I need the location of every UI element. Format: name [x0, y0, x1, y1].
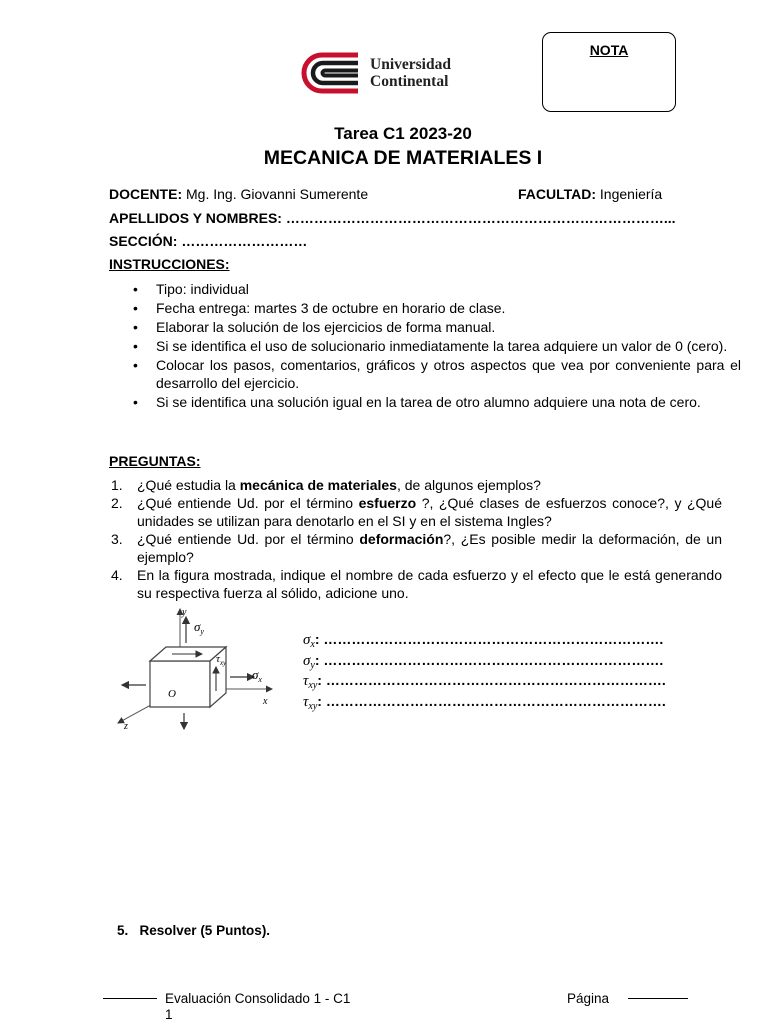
- legend-subscript: xy: [308, 700, 318, 712]
- seccion-row[interactable]: [109, 233, 307, 249]
- cube-front-face: [150, 661, 210, 707]
- answer-blank[interactable]: : ……………………………………………………………….: [314, 631, 664, 647]
- stress-element-figure: [112, 605, 278, 733]
- seccion-blank[interactable]: ………………………: [177, 233, 308, 249]
- question-3: [111, 530, 723, 566]
- docente-row: [109, 186, 368, 202]
- stress-legend: [303, 629, 666, 711]
- question-text: Resolver (5 Puntos).: [139, 923, 271, 938]
- questions-list: [109, 476, 722, 602]
- docente-value: Mg. Ing. Giovanni Sumerente: [182, 186, 369, 202]
- grade-box[interactable]: [542, 32, 676, 112]
- list-item: • Elaborar la solución de los ejercicios de forma manual.: [156, 318, 741, 336]
- question-text: ?, ¿Es posible medir la deformación, de un ejemplo?: [137, 531, 723, 565]
- university-logo: [300, 52, 480, 94]
- x-axis-label: x: [263, 696, 268, 707]
- footer-rule-right: [628, 998, 688, 999]
- footer-page-label: Página: [567, 991, 610, 1006]
- facultad-label: FACULTAD:: [518, 186, 597, 202]
- facultad-row: [518, 186, 662, 202]
- sigma-x-label: $\sigma_x$: [252, 667, 262, 684]
- university-logo-icon: [300, 52, 362, 94]
- question-keyword: mecánica de materiales: [239, 477, 397, 493]
- legend-row-sigma-x[interactable]: [303, 629, 666, 650]
- legend-row-sigma-y[interactable]: [303, 650, 666, 671]
- answer-blank[interactable]: : ……………………………………………………………….: [317, 672, 666, 688]
- legend-subscript: xy: [308, 680, 318, 691]
- facultad-value: Ingeniería: [596, 186, 663, 202]
- apellidos-label: APELLIDOS Y NOMBRES:: [109, 210, 282, 226]
- answer-blank[interactable]: : ……………………………………………………………….: [317, 692, 666, 709]
- legend-symbol: σ: [303, 652, 311, 669]
- preguntas-heading: PREGUNTAS:: [109, 453, 201, 469]
- docente-label: DOCENTE:: [109, 186, 183, 202]
- question-1: [111, 476, 722, 494]
- footer-rule-left: [103, 998, 157, 999]
- instructions-list: [109, 280, 741, 412]
- legend-row-tau-xy[interactable]: [303, 670, 666, 691]
- list-item: • Tipo: individual: [156, 280, 741, 298]
- instrucciones-heading: INSTRUCCIONES:: [109, 256, 230, 272]
- y-axis-label: y: [182, 607, 187, 618]
- apellidos-row[interactable]: [109, 210, 676, 226]
- list-item: • Si se identifica el uso de solucionario inmediatamente la tarea adquiere un valor de 0 (cero).: [156, 337, 741, 355]
- question-text: ¿Qué entiende Ud. por el término: [137, 531, 360, 547]
- question-number: 5.: [117, 923, 129, 938]
- legend-subscript: x: [310, 639, 315, 650]
- question-2: [111, 494, 722, 530]
- question-text: , de algunos ejemplos?: [396, 477, 541, 493]
- legend-symbol: σ: [303, 632, 311, 648]
- course-title: MECANICA DE MATERIALES I: [263, 147, 543, 169]
- footer-page-number: 1: [165, 1007, 173, 1022]
- grade-label: NOTA: [589, 42, 629, 58]
- question-number: 1.: [111, 477, 123, 493]
- question-4: [111, 566, 722, 602]
- legend-symbol: τ: [303, 673, 309, 689]
- origin-label: O: [168, 688, 176, 700]
- question-number: 4.: [111, 567, 123, 583]
- logo-line-1: Universidad: [370, 56, 451, 73]
- assignment-title: Tarea C1 2023-20: [334, 124, 472, 143]
- question-keyword: esfuerzo: [358, 495, 417, 511]
- tau-xy-label: $\tau_{xy}$: [216, 653, 227, 667]
- answer-blank[interactable]: : ……………………………………………………………….: [314, 651, 664, 668]
- sigma-y-label: $\sigma_y$: [194, 619, 204, 636]
- question-text: En la figura mostrada, indique el nombre de cada esfuerzo y el efecto que le está generando su respectiva fuerza al sólido, adicione uno.: [137, 567, 722, 601]
- footer-title: Evaluación Consolidado 1 - C1: [165, 991, 351, 1006]
- question-keyword: deformación: [359, 531, 444, 547]
- seccion-label: SECCIÓN:: [109, 233, 178, 249]
- legend-subscript: y: [310, 659, 315, 671]
- logo-line-2: Continental: [370, 73, 449, 90]
- question-text: ¿Qué entiende Ud. por el término: [137, 495, 359, 511]
- z-axis-label: z: [124, 721, 128, 732]
- question-number: 2.: [111, 495, 123, 511]
- question-text: ?, ¿Qué clases de esfuerzos conoce?, y ¿Qué unidades se utilizan para denotarlo en el SI y en el sistema Ingles?: [137, 495, 722, 529]
- question-5: [117, 923, 270, 938]
- legend-row-tau-xy-2[interactable]: [303, 691, 666, 712]
- list-item: • Colocar los pasos, comentarios, gráficos y otros aspectos que vea por conveniente para el desarrollo del ejercicio.: [156, 356, 741, 393]
- legend-symbol: τ: [303, 693, 309, 710]
- list-item: • Si se identifica una solución igual en la tarea de otro alumno adquiere una nota de cero.: [156, 393, 741, 411]
- question-text: ¿Qué estudia la: [137, 477, 240, 493]
- apellidos-blank[interactable]: ………………………………………………………………………...: [281, 210, 676, 226]
- question-number: 3.: [111, 531, 123, 547]
- list-item: • Fecha entrega: martes 3 de octubre en horario de clase.: [156, 299, 741, 317]
